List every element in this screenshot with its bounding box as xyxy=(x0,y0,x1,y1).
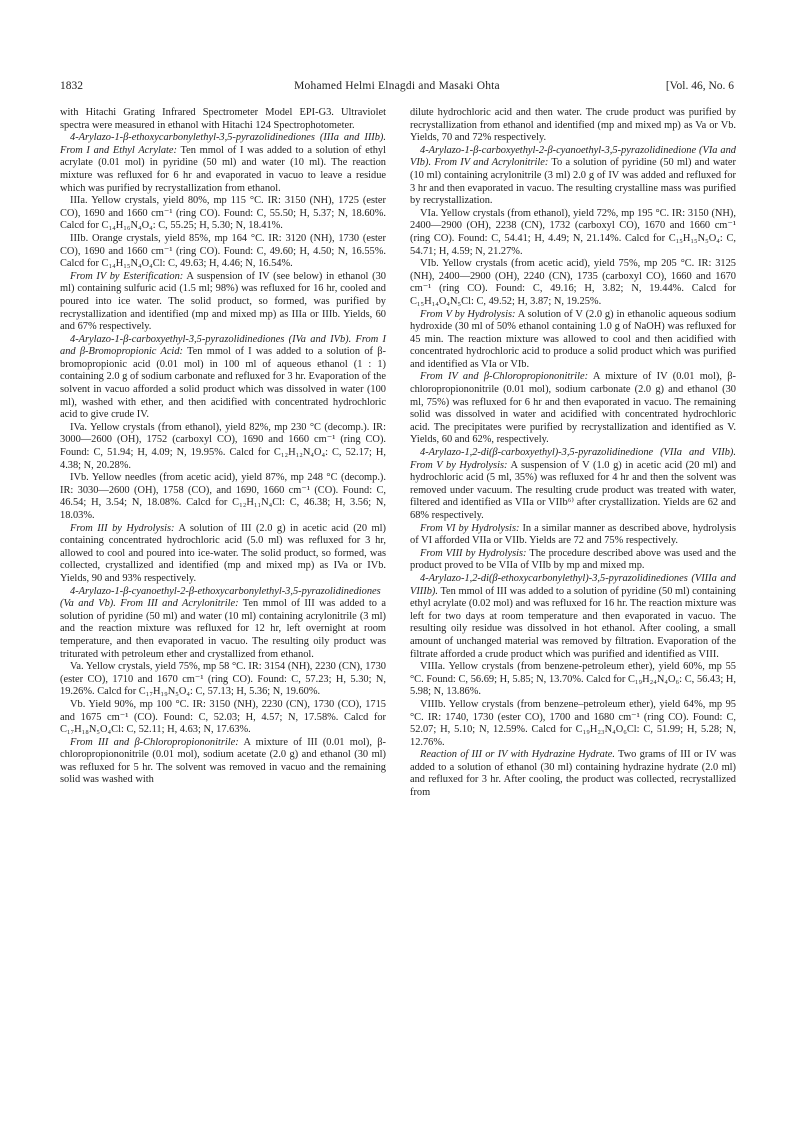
paragraph-lead: From VIII by Hydrolysis: xyxy=(420,547,527,559)
section-paragraph xyxy=(410,145,736,208)
right-column xyxy=(410,107,736,800)
paragraph-lead: From III by Hydrolysis: xyxy=(70,522,175,534)
paragraph-lead: Reaction of III or IV with Hydrazine Hydrate. xyxy=(420,749,615,761)
paragraph-text: IIIa. Yellow crystals, yield 80%, mp 115 °C. IR: 3150 (NH), 1725 (ester CO), 1690 and 1660 cm⁻¹ (ring CO). Found: C, 55.50; H, 5.37; N, 18.60%. Calcd for C₁₄H₁₆N₄O₄: C, 55.25; H, 5.30; N, 18.41%. xyxy=(60,195,386,232)
paragraph-text: Ten mmol of III was added to a solution of pyridine (50 ml) containing ethyl acrylate (0.02 mol) and was refluxed for 16 hr. The reaction mixture was left for two days at room temperature and then evaporated in vacuo. The resulting oily residue was dissolved in hot ethanol. After cooling, a small amount of unchanged material was removed by filtration. Evaporation of the filtrate afforded a crude product which was purified and identified as VIII. xyxy=(410,585,736,660)
body-paragraph xyxy=(60,661,386,699)
paragraph-text: VIIIa. Yellow crystals (from benzene-petroleum ether), yield 60%, mp 55 °C. Found: C, 56.69; H, 5.85; N, 13.70%. Calcd for C₁₉H₂₄N₄O₆: C, 56.43; H, 5.98; N, 13.86%. xyxy=(410,661,736,698)
paragraph-text: VIIIb. Yellow crystals (from benzene–petroleum ether), yield 64%, mp 95 °C. IR: 1740, 1730 (ester CO), 1700 and 1680 cm⁻¹ (ring CO). Found: C, 52.07; H, 5.10; N, 12.59%. Calcd for C₁₉H₂₃N₄O₆Cl: C, 51.99; H, 5.28; N, 12.76%. xyxy=(410,698,736,748)
paragraph-text: Two grams of III or IV was added to a solution of ethanol (30 ml) containing hydrazine hydrate (2.0 ml) and refluxed for 3 hr. After cooling, the product was collected, recrystallized from xyxy=(410,749,736,799)
paragraph-lead: From III and β-Chloropropiononitrile: xyxy=(70,736,239,748)
paragraph-text: Ten mmol of I was added to a solution of ethyl acrylate (0.01 mol) in pyridine (50 ml) and water (10 ml). The reaction mixture was refluxed for 6 hr and evaporated in vacuo to leave a residue which was purified by recrystallization from ethanol. xyxy=(60,144,386,194)
section-paragraph xyxy=(60,334,386,422)
paragraph-text: A solution of V (2.0 g) in ethanolic aqueous sodium hydroxide (30 ml of 50% ethanol containing 1.0 g of NaOH) was refluxed for 45 min. The reaction mixture was allowed to cool and then acidified with concentrated hydrochloric acid to produce a solid product which was purified and identified as VIa or VIb. xyxy=(410,308,736,370)
paragraph-lead: From IV and β-Chloropropiononitrile: xyxy=(420,371,589,383)
body-paragraph xyxy=(60,737,386,787)
body-paragraph xyxy=(410,371,736,447)
page-number: 1832 xyxy=(60,80,83,92)
body-paragraph xyxy=(410,258,736,308)
running-header xyxy=(60,80,734,96)
section-heading: 4-Arylazo-1-β-cyanoethyl-2-β-ethoxycarbonylethyl-3,5-pyrazolidinediones (Va and Vb). xyxy=(60,585,381,610)
body-paragraph xyxy=(60,523,386,586)
body-paragraph xyxy=(410,523,736,548)
body-paragraph xyxy=(410,208,736,258)
left-column xyxy=(60,107,386,787)
paragraph-lead: From V by Hydrolysis: xyxy=(410,459,508,471)
paragraph-text: A mixture of III (0.01 mol), β-chloropropiononitrile (0.01 mol), sodium acetate (2.0 g) and ethanol (30 ml) was refluxed for 5 hr. The solvent was removed in vacuo and the remaining solid was washed with xyxy=(60,736,387,786)
body-paragraph xyxy=(410,309,736,372)
section-heading: 4-Arylazo-1-β-carboxyethyl-3,5-pyrazolidinediones (IVa and IVb). From I and β-Bromopropionic Acid: xyxy=(60,333,386,358)
body-paragraph xyxy=(410,548,736,573)
section-paragraph xyxy=(410,573,736,661)
paragraph-lead: From IV by Esterification: xyxy=(70,270,184,282)
paragraph-text: A solution of III (2.0 g) in acetic acid (20 ml) containing concentrated hydrochloric acid (5.0 ml) was refluxed for 3 hr, allowed to cool and poured into ice-water. The solid product, so formed, was collected, crystallized and identified (mp and mixed mp) as IVa or IVb. Yields, 90 and 93% respectively. xyxy=(60,522,386,584)
section-heading: 4-Arylazo-1,2-di(β-carboxyethyl)-3,5-pyrazolidinedione (VIIa and VIIb). xyxy=(420,447,736,459)
body-paragraph xyxy=(60,472,386,522)
paragraph-text: VIa. Yellow crystals (from ethanol), yield 72%, mp 195 °C. IR: 3150 (NH), 2400—2900 (OH), 2238 (CN), 1732 (carboxyl CO), 1670 and 1660 cm⁻¹ (ring CO). Found: C, 54.41; H, 4.49; N, 21.14%. Calcd for C₁₅H₁₅N₅O₄: C, 54.71; H, 4.59; N, 21.27%. xyxy=(410,207,736,257)
paragraph-text: Vb. Yield 90%, mp 100 °C. IR: 3150 (NH), 2230 (CN), 1730 (CO), 1715 and 1675 cm⁻¹ (CO). Found: C, 52.03; H, 4.57; N, 17.58%. Calcd for C₁₇H₁₈N₅O₄Cl: C, 52.11; H, 4.63; N, 17.63%. xyxy=(60,698,386,736)
author-line: Mohamed Helmi Elnagdi and Masaki Ohta xyxy=(294,80,500,92)
body-paragraph xyxy=(60,107,386,132)
section-paragraph xyxy=(60,132,386,195)
section-paragraph xyxy=(60,586,386,662)
section-paragraph xyxy=(410,447,736,523)
paragraph-text: Ten mmol of III was added to a solution of pyridine (50 ml) and water (10 ml) containing acrylonitrile (3 ml) and the reaction mixture was refluxed for 12 hr, left overnight at room temperature, and then evaporated in vacuo. The resulting oily product was triturated with petroleum ether and crystallized from ethanol. xyxy=(60,598,387,660)
body-paragraph xyxy=(60,233,386,271)
section-heading: 4-Arylazo-1-β-carboxyethyl-2-β-cyanoethyl-3,5-pyrazolidinedione (VIa and VIb). xyxy=(410,144,736,169)
paragraph-lead: From III and Acrylonitrile: xyxy=(120,598,239,610)
volume-info: [Vol. 46, No. 6 xyxy=(665,80,734,92)
paragraph-lead: From IV and Acrylonitrile: xyxy=(434,157,549,169)
paragraph-text: Va. Yellow crystals, yield 75%, mp 58 °C. IR: 3154 (NH), 2230 (CN), 1730 (ester CO), 1710 and 1670 cm⁻¹ (ring CO). Found: C, 57.23; H, 5.30; N, 19.26%. Calcd for C₁₇H₁₉N₅O₄: C, 57.13; H, 5.36; N, 19.60%. xyxy=(60,661,386,698)
paragraph-text: A mixture of IV (0.01 mol), β-chloropropiononitrile (0.01 mol), sodium carbonate (2.0 g) and ethanol (30 ml, 75%) was refluxed for 6 hr and then evaporated in vacuo. The remaining solid was dissolved in water and acidified with concentrated hydrochloric acid. The precipitates were purified by recrystallization and identified as V. Yields, 60 and 62%, respectively. xyxy=(410,371,736,446)
body-paragraph xyxy=(410,107,736,145)
paragraph-text: The procedure described above was used and the product proved to be VIIa of VIIb by mp and mixed mp. xyxy=(410,547,736,572)
paragraph-text: IVa. Yellow crystals (from ethanol), yield 82%, mp 230 °C (decomp.). IR: 3000—2600 (OH), 1752 (carboxyl CO), 1690 and 1660 cm⁻¹ (ring CO). Found: C, 51.94; H, 4.09; N, 19.95%. Calcd for C₁₂H₁₂N₄O₄: C, 52.17; H, 4.38; N, 20.28%. xyxy=(60,421,386,471)
body-paragraph xyxy=(410,661,736,699)
paragraph-text: IVb. Yellow needles (from acetic acid), yield 87%, mp 248 °C (decomp.). IR: 3030—2600 (OH), 1758 (CO), and 1690, 1660 cm⁻¹ (CO). Found: C, 46.54; H, 3.54; N, 18.08%. Calcd for C₁₂H₁₁N₄Cl: C, 46.38; H, 3.56; N, 18.03%. xyxy=(60,472,386,521)
paragraph-text: VIb. Yellow crystals (from acetic acid), yield 75%, mp 205 °C. IR: 3125 (NH), 2400—2900 (OH), 2240 (CN), 1735 (carboxyl CO), 1660 and 1670 cm⁻¹ (ring CO). Found: C, 49.16; H, 3.82; N, 19.44%. Calcd for C₁₅H₁₄O₄N₅Cl: C, 49.52; H, 3.87; N, 19.25%. xyxy=(410,258,736,307)
body-paragraph xyxy=(60,195,386,233)
section-heading: 4-Arylazo-1,2-di(β-ethoxycarbonylethyl)-3,5-pyrazolidinediones (VIIIa and VIIIb). xyxy=(410,572,736,597)
body-paragraph xyxy=(60,271,386,334)
body-paragraph xyxy=(410,699,736,749)
paragraph-lead: From VI by Hydrolysis: xyxy=(420,522,520,534)
body-paragraph xyxy=(60,699,386,737)
section-heading: 4-Arylazo-1-β-ethoxycarbonylethyl-3,5-pyrazolidinediones (IIIa and IIIb). xyxy=(70,132,386,144)
body-paragraph xyxy=(410,749,736,799)
paragraph-text: In a similar manner as described above, hydrolysis of VI afforded VIIa or VIIb. Yields are 72 and 75% respectively. xyxy=(410,522,736,547)
paragraph-text: A suspension of V (1.0 g) in acetic acid (20 ml) and hydrochloric acid (5 ml, 35%) was refluxed for 4 hr and then the solvent was removed under vacuum. The resulting crude product was treated with water, filtered and identified as VIIa or VIIb⁶⁾ after crystallization. Yields are 62 and 68% respectively. xyxy=(410,459,737,521)
paragraph-text: To a solution of pyridine (50 ml) and water (10 ml) containing acrylonitrile (3 ml) 2.0 g of IV was added and refluxed for 3 hr and then evaporated in vacuo. The resulting crystalline mass was purified by recrystallization. xyxy=(410,157,736,207)
paragraph-lead: From I and Ethyl Acrylate: xyxy=(60,144,177,156)
paragraph-text: IIIb. Orange crystals, yield 85%, mp 164 °C. IR: 3120 (NH), 1730 (ester CO), 1690 and 1660 cm⁻¹ (ring CO). Found: C, 49.60; H, 4.50; N, 16.55%. Calcd for C₁₄H₁₅N₄O₄Cl: C, 49.63; H, 4.46; N, 16.54%. xyxy=(60,232,386,270)
paragraph-text: with Hitachi Grating Infrared Spectrometer Model EPI-G3. Ultraviolet spectra were measured in ethanol with Hitachi 124 Spectrophotometer. xyxy=(60,107,386,131)
paragraph-text: A suspension of IV (see below) in ethanol (30 ml) containing sulfuric acid (1.5 ml; 98%) was refluxed for 16 hr, cooled and poured into ice water. The solid product, so formed, was purified by recrystallization and identified (mp and mixed mp) as IIIa or IIIb. Yields, 60 and 67% respectively. xyxy=(60,270,386,333)
paragraph-lead: From V by Hydrolysis: xyxy=(420,308,516,320)
body-paragraph xyxy=(60,422,386,472)
paragraph-text: Ten mmol of I was added to a solution of β-bromopropionic acid (0.01 mol) in 100 ml of aqueous ethanol (1 : 1) containing 2.0 g of sodium carbonate and refluxed for 3 hr. Evaporation of the solvent in vacuo afforded a solid product which was dissolved in water (100 ml), washed with ether, and then acidified with concentrated hydrochloric acid to give crude IV. xyxy=(60,346,386,421)
paragraph-text: dilute hydrochloric acid and then water. The crude product was purified by recrystallization from ethanol and identified (mp and mixed mp) as Va or Vb. Yields, 70 and 72% respectively. xyxy=(410,107,736,144)
